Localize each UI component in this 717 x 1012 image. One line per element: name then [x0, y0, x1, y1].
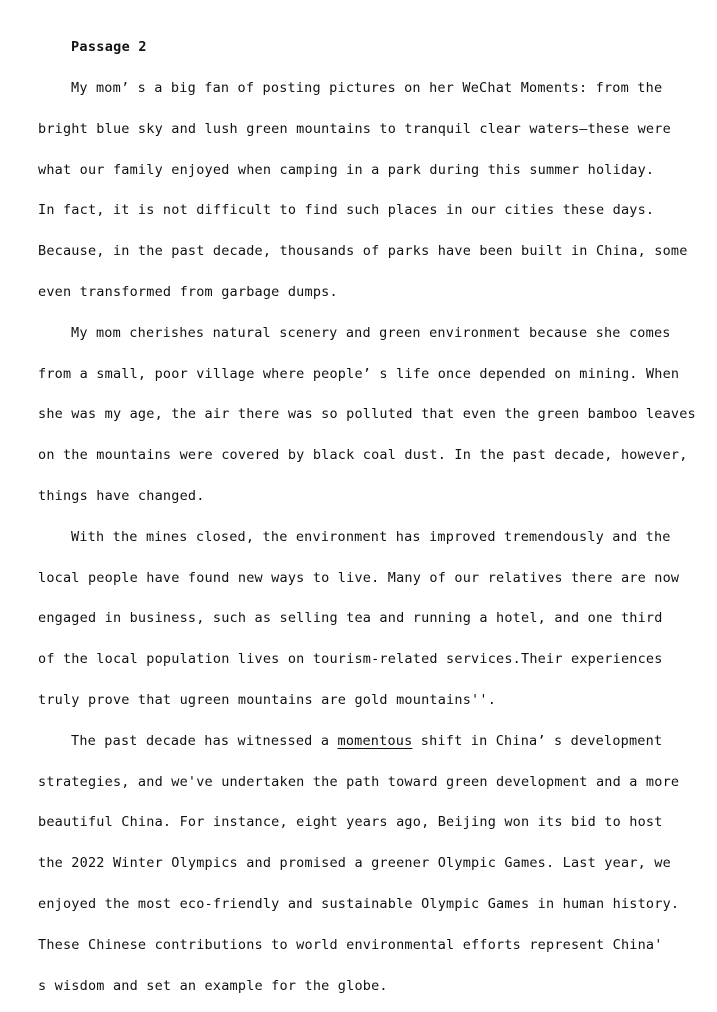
text-line: With the mines closed, the environment has improved tremendously and the: [71, 528, 671, 545]
text-segment: The past decade has witnessed a: [71, 732, 338, 749]
text-line: engaged in business, such as selling tea and running a hotel, and one third: [38, 610, 663, 627]
text-line: My mom’ s a big fan of posting pictures on her WeChat Moments: from the: [71, 80, 663, 96]
text-line: s wisdom and set an example for the globe.: [38, 977, 388, 994]
text-line: My mom cherishes natural scenery and green environment because she comes: [71, 324, 671, 341]
text-line: beautiful China. For instance, eight years ago, Beijing won its bid to host: [38, 814, 663, 831]
text-line: These Chinese contributions to world environmental efforts represent China': [38, 936, 663, 953]
text-line: of the local population lives on tourism-related services.Their experiences: [38, 651, 663, 668]
paragraph-2: [38, 319, 696, 523]
text-line: enjoyed the most eco-friendly and sustainable Olympic Games in human history.: [38, 895, 680, 912]
text-line: strategies, and we've undertaken the path toward green development and a more: [38, 773, 680, 790]
passage-heading: Passage 2: [71, 39, 147, 55]
text-line: what our family enjoyed when camping in a park during this summer holiday.: [38, 161, 655, 178]
text-line: from a small, poor village where people’ s life once depended on mining. When: [38, 365, 680, 382]
document-page: [38, 33, 696, 1012]
text-line: the 2022 Winter Olympics and promised a greener Olympic Games. Last year, we: [38, 855, 671, 872]
text-line: In fact, it is not difficult to find such places in our cities these days.: [38, 202, 655, 219]
text-line: on the mountains were covered by black coal dust. In the past decade, however,: [38, 447, 688, 464]
paragraph-4: [38, 727, 680, 1012]
paragraph-3: [38, 523, 680, 727]
underlined-word: momentous: [337, 732, 413, 749]
text-line: things have changed.: [38, 487, 205, 504]
text-line: she was my age, the air there was so polluted that even the green bamboo leaves: [38, 406, 696, 423]
text-segment: shift in China’ s development: [412, 732, 663, 749]
paragraph-1: [38, 74, 688, 319]
text-line: local people have found new ways to live. Many of our relatives there are now: [38, 569, 680, 586]
text-line: even transformed from garbage dumps.: [38, 283, 338, 300]
text-line: truly prove that ugreen mountains are gold mountains''.: [38, 691, 497, 708]
text-line: bright blue sky and lush green mountains to tranquil clear waters—these were: [38, 120, 671, 137]
text-line: Because, in the past decade, thousands of parks have been built in China, some: [38, 243, 688, 260]
text-line: [38, 727, 663, 768]
